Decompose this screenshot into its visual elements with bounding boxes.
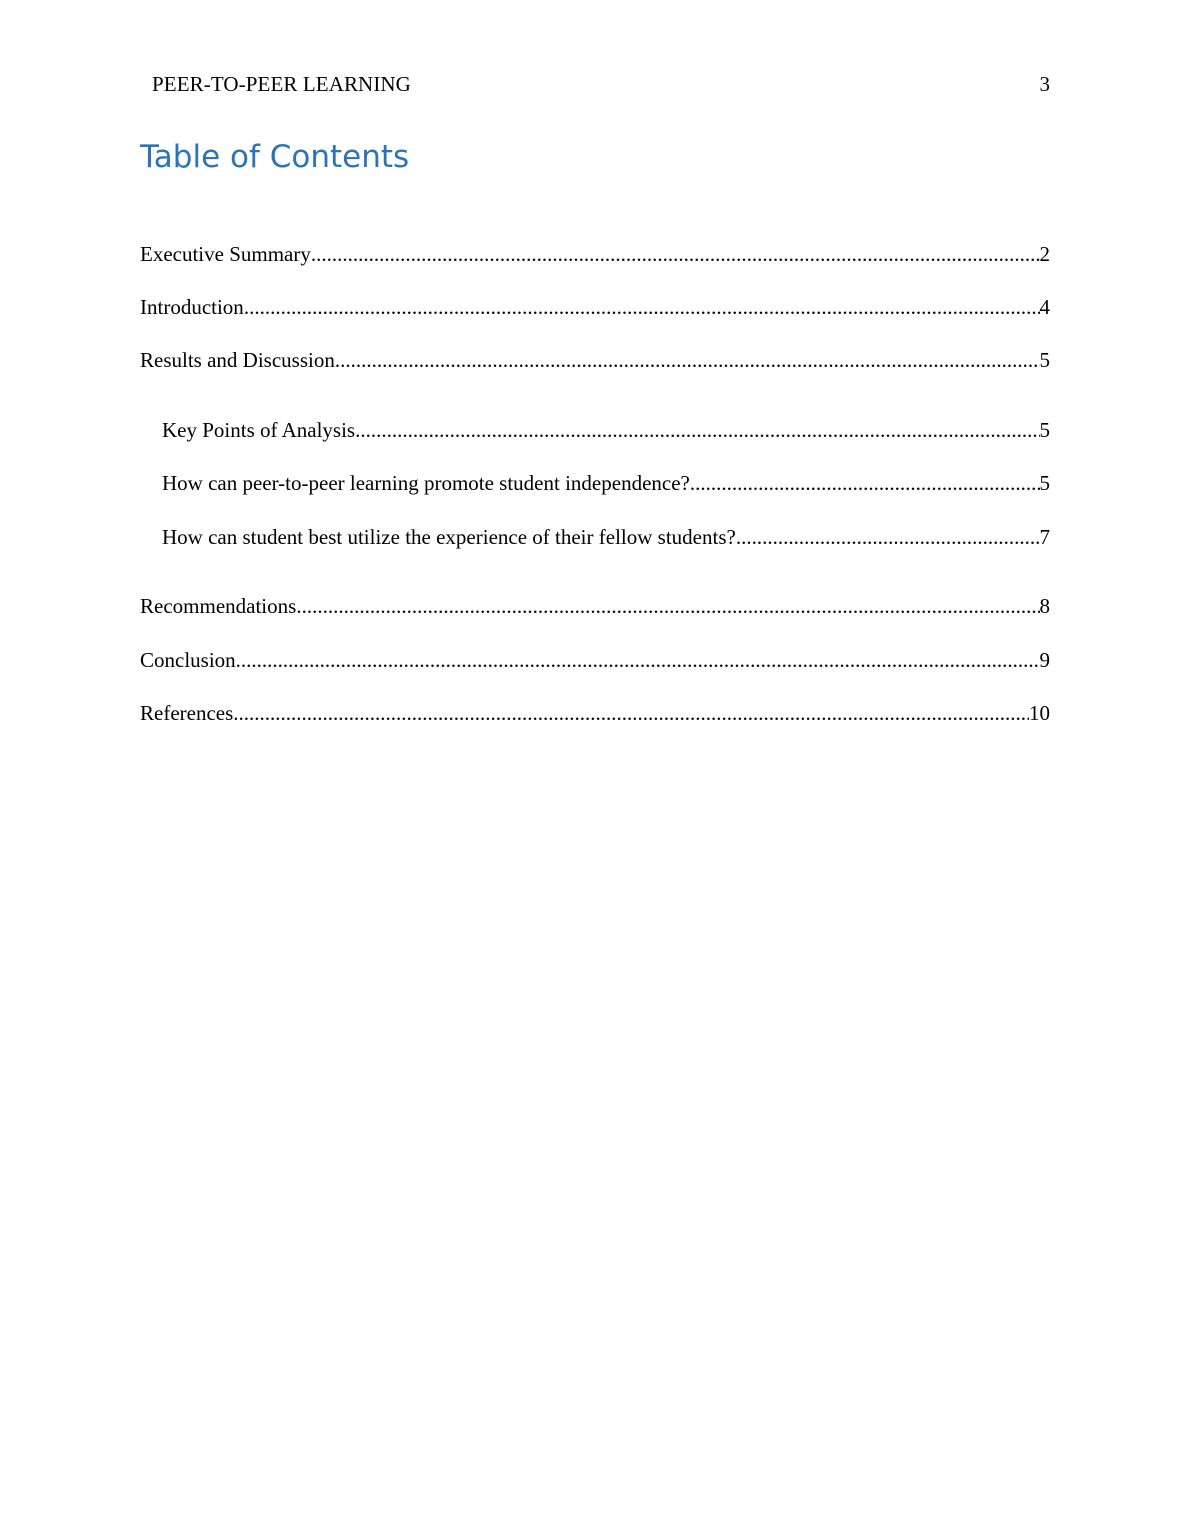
toc-entry-label: Introduction	[140, 295, 244, 319]
toc-entry-label: How can student best utilize the experience of their fellow students?	[162, 525, 736, 549]
toc-entry-label: Conclusion	[140, 648, 236, 672]
dot-leader	[690, 469, 1040, 497]
toc-entry-label: Executive Summary	[140, 242, 311, 266]
toc-entry-conclusion[interactable]	[140, 646, 1050, 674]
dot-leader	[244, 293, 1040, 321]
dot-leader	[311, 240, 1040, 268]
toc-entry-page: 5	[1039, 348, 1050, 372]
toc-entry-label: References	[140, 701, 234, 725]
dot-leader	[736, 523, 1040, 551]
toc-entry-fellow-students-experience[interactable]	[162, 523, 1050, 551]
toc-entry-executive-summary[interactable]	[140, 240, 1050, 268]
toc-entry-label: Recommendations	[140, 594, 297, 618]
toc-entry-page: 2	[1039, 242, 1050, 266]
toc-entry-introduction[interactable]	[140, 293, 1050, 321]
toc-entry-label: Results and Discussion	[140, 348, 335, 372]
dot-leader	[236, 646, 1040, 674]
toc-entry-page: 8	[1039, 594, 1050, 618]
toc-entry-results-and-discussion[interactable]	[140, 346, 1050, 374]
toc-entry-student-independence[interactable]	[162, 469, 1050, 497]
dot-leader	[296, 592, 1039, 620]
toc-entry-key-points-of-analysis[interactable]	[162, 416, 1050, 444]
toc-entry-page: 9	[1039, 648, 1050, 672]
page-number: 3	[1039, 72, 1050, 96]
dot-leader	[335, 346, 1040, 374]
toc-entry-label: How can peer-to-peer learning promote student independence?	[162, 471, 690, 495]
toc-title: Table of Contents	[140, 139, 410, 175]
toc-entry-references[interactable]	[140, 699, 1050, 727]
toc-entry-page: 10	[1029, 701, 1050, 725]
running-head: PEER-TO-PEER LEARNING	[152, 72, 411, 96]
toc-entry-label: Key Points of Analysis	[162, 418, 356, 442]
toc-entry-page: 7	[1039, 525, 1050, 549]
toc-entry-page: 5	[1039, 471, 1050, 495]
dot-leader	[233, 699, 1029, 727]
dot-leader	[355, 416, 1039, 444]
toc-entry-page: 5	[1039, 418, 1050, 442]
toc-entry-page: 4	[1039, 295, 1050, 319]
toc-entry-recommendations[interactable]	[140, 592, 1050, 620]
